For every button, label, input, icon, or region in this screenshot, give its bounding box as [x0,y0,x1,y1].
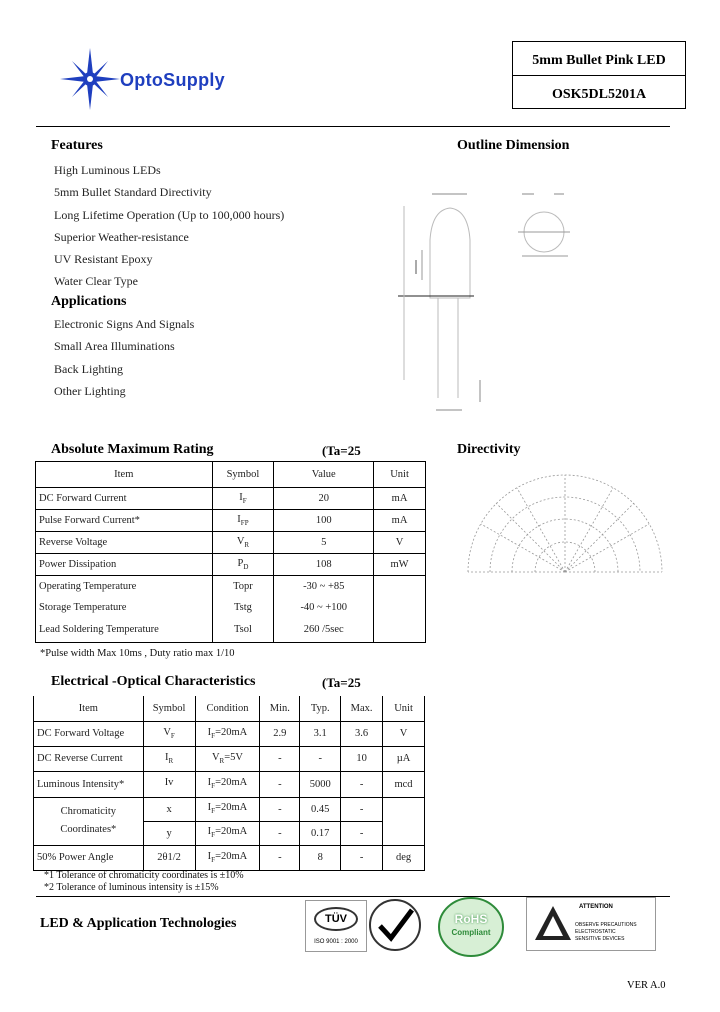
brand-name: OptoSupply [120,70,225,90]
table-row [34,771,425,797]
condition-cell: $I_F=20mA$ [195,797,260,821]
rohs-compliant-label: Compliant [451,928,491,937]
list-item: Other Lighting [54,383,126,398]
min-cell: - [260,771,300,797]
column-header: Unit [374,462,426,488]
chromaticity-item-cell: Chromaticity Coordinates* [34,797,144,845]
directivity-chart [460,468,670,578]
symbol-cell: Iv [143,771,195,797]
version-label: VER A.0 [627,980,666,991]
symbol-cell: $I_F$ [212,488,274,510]
eo-condition: (Ta=25 [322,675,361,690]
min-cell: 2.9 [260,721,300,746]
typ-cell: - [300,746,341,771]
value-cell: 100 [274,510,374,532]
directivity-heading: Directivity [457,442,521,457]
table-row [36,597,426,618]
max-cell: - [341,797,383,821]
unit-cell: mA [374,488,426,510]
symbol-cell: $P_D$ [212,554,274,576]
symbol-cell: Topr [212,576,274,598]
symbol-cell: $I_R$ [143,746,195,771]
list-item: Long Lifetime Operation (Up to 100,000 hours) [54,207,285,222]
unit-cell: V [383,721,425,746]
min-cell: - [260,845,300,870]
item-cell: DC Reverse Current [34,746,144,771]
item-cell: Lead Soldering Temperature [36,618,213,642]
iso-label: ISO 9001 : 2000 [314,939,358,945]
column-header: Typ. [300,696,341,721]
table-row [36,510,426,532]
features-heading: Features [51,138,103,153]
title-box [512,41,686,109]
item-cell: Pulse Forward Current* [36,510,213,532]
outline-drawing [392,180,582,415]
table-row [36,532,426,554]
max-cell: - [341,821,383,845]
eo-footnote-1: *1 Tolerance of chromaticity coordinates is ±10% [44,870,244,881]
unit-cell: V [374,532,426,554]
table-row [34,721,425,746]
product-title: 5mm Bullet Pink LED [513,42,685,76]
list-item: UV Resistant Epoxy [54,252,153,267]
abs-max-heading: Absolute Maximum Rating [51,442,214,457]
column-header: Min. [260,696,300,721]
table-row [34,845,425,870]
part-number: OSK5DL5201A [551,87,647,102]
table-row [34,746,425,771]
condition-cell: $V_R=5V$ [195,746,260,771]
rohs-seal-icon [437,896,505,958]
item-cell: Operating Temperature [36,576,213,598]
min-cell: - [260,797,300,821]
unit-cell [374,618,426,642]
symbol-cell: Tstg [212,597,274,618]
value-cell: 5 [274,532,374,554]
value-cell: -30 ~ +85 [274,576,374,598]
checkmark-badge [368,898,422,952]
typ-cell: 0.17 [300,821,341,845]
typ-cell: 3.1 [300,721,341,746]
column-header: Item [34,696,144,721]
typ-cell: 8 [300,845,341,870]
table-header-row [36,462,426,488]
attention-title: ATTENTION [579,904,613,910]
table-header-row [34,696,425,721]
symbol-cell: x [143,797,195,821]
star-logo-icon [60,48,120,110]
applications-list [54,313,194,402]
rohs-badge [437,896,505,958]
unit-cell: µA [383,746,425,771]
brand-logo [60,48,280,118]
table-row [36,554,426,576]
item-cell: Luminous Intensity* [34,771,144,797]
value-cell: 108 [274,554,374,576]
attention-line: OBSERVE PRECAUTIONS [575,922,637,928]
tuv-iso-badge [305,900,367,952]
abs-max-table [35,461,426,643]
symbol-cell: 2θ1/2 [143,845,195,870]
item-cell: DC Forward Voltage [34,721,144,746]
attention-line: ELECTROSTATIC [575,929,616,935]
column-header: Unit [383,696,425,721]
value-cell: 260 /5sec [274,618,374,642]
value-cell: -40 ~ +100 [274,597,374,618]
abs-max-condition: (Ta=25 [322,443,361,458]
header-divider [36,126,670,127]
min-cell: - [260,821,300,845]
list-item: Back Lighting [54,361,123,376]
unit-cell: mA [374,510,426,532]
tuv-logo: TÜV [314,907,358,931]
condition-cell: $I_F=20mA$ [195,845,260,870]
max-cell: - [341,845,383,870]
checkmark-icon [368,898,422,952]
eo-table [33,696,425,871]
list-item: 5mm Bullet Standard Directivity [54,185,212,200]
applications-heading: Applications [51,294,127,309]
column-header: Symbol [212,462,274,488]
max-cell: 3.6 [341,721,383,746]
table-row [36,488,426,510]
unit-cell [374,576,426,598]
column-header: Symbol [143,696,195,721]
table-row [34,797,425,821]
symbol-cell: y [143,821,195,845]
eo-heading: Electrical -Optical Characteristics [51,674,256,689]
abs-max-footnote: *Pulse width Max 10ms , Duty ratio max 1/10 [40,648,235,659]
condition-cell: $I_F=20mA$ [195,721,260,746]
column-header: Condition [195,696,260,721]
table-row [36,576,426,598]
condition-cell: $I_F=20mA$ [195,821,260,845]
list-item: Water Clear Type [54,274,138,289]
item-cell: Power Dissipation [36,554,213,576]
attention-line: SENSITIVE DEVICES [575,936,625,942]
outline-heading: Outline Dimension [457,138,570,153]
value-cell: 20 [274,488,374,510]
column-header: Item [36,462,213,488]
max-cell: - [341,771,383,797]
features-list [54,159,284,293]
unit-cell: deg [383,845,425,870]
esd-warning-icon [533,904,573,944]
condition-cell: $I_F=20mA$ [195,771,260,797]
symbol-cell: $V_F$ [143,721,195,746]
unit-cell: mcd [383,771,425,797]
unit-cell: mW [374,554,426,576]
list-item: Superior Weather-resistance [54,229,189,244]
column-header: Value [274,462,374,488]
item-cell: Storage Temperature [36,597,213,618]
symbol-cell: $I_{FP}$ [212,510,274,532]
esd-attention-badge [526,897,656,951]
list-item: Small Area Illuminations [54,339,175,354]
table-row [36,618,426,642]
item-cell: DC Forward Current [36,488,213,510]
eo-footnote-2: *2 Tolerance of luminous intensity is ±15% [44,882,219,893]
min-cell: - [260,746,300,771]
company-name: LED & Application Technologies [40,916,237,931]
list-item: Electronic Signs And Signals [54,317,195,331]
column-header: Max. [341,696,383,721]
max-cell: 10 [341,746,383,771]
item-cell: 50% Power Angle [34,845,144,870]
typ-cell: 0.45 [300,797,341,821]
unit-cell [383,797,425,845]
typ-cell: 5000 [300,771,341,797]
symbol-cell: $V_R$ [212,532,274,554]
symbol-cell: Tsol [212,618,274,642]
list-item: High Luminous LEDs [54,163,161,177]
item-cell: Reverse Voltage [36,532,213,554]
rohs-label: RoHS [454,912,488,926]
unit-cell [374,597,426,618]
